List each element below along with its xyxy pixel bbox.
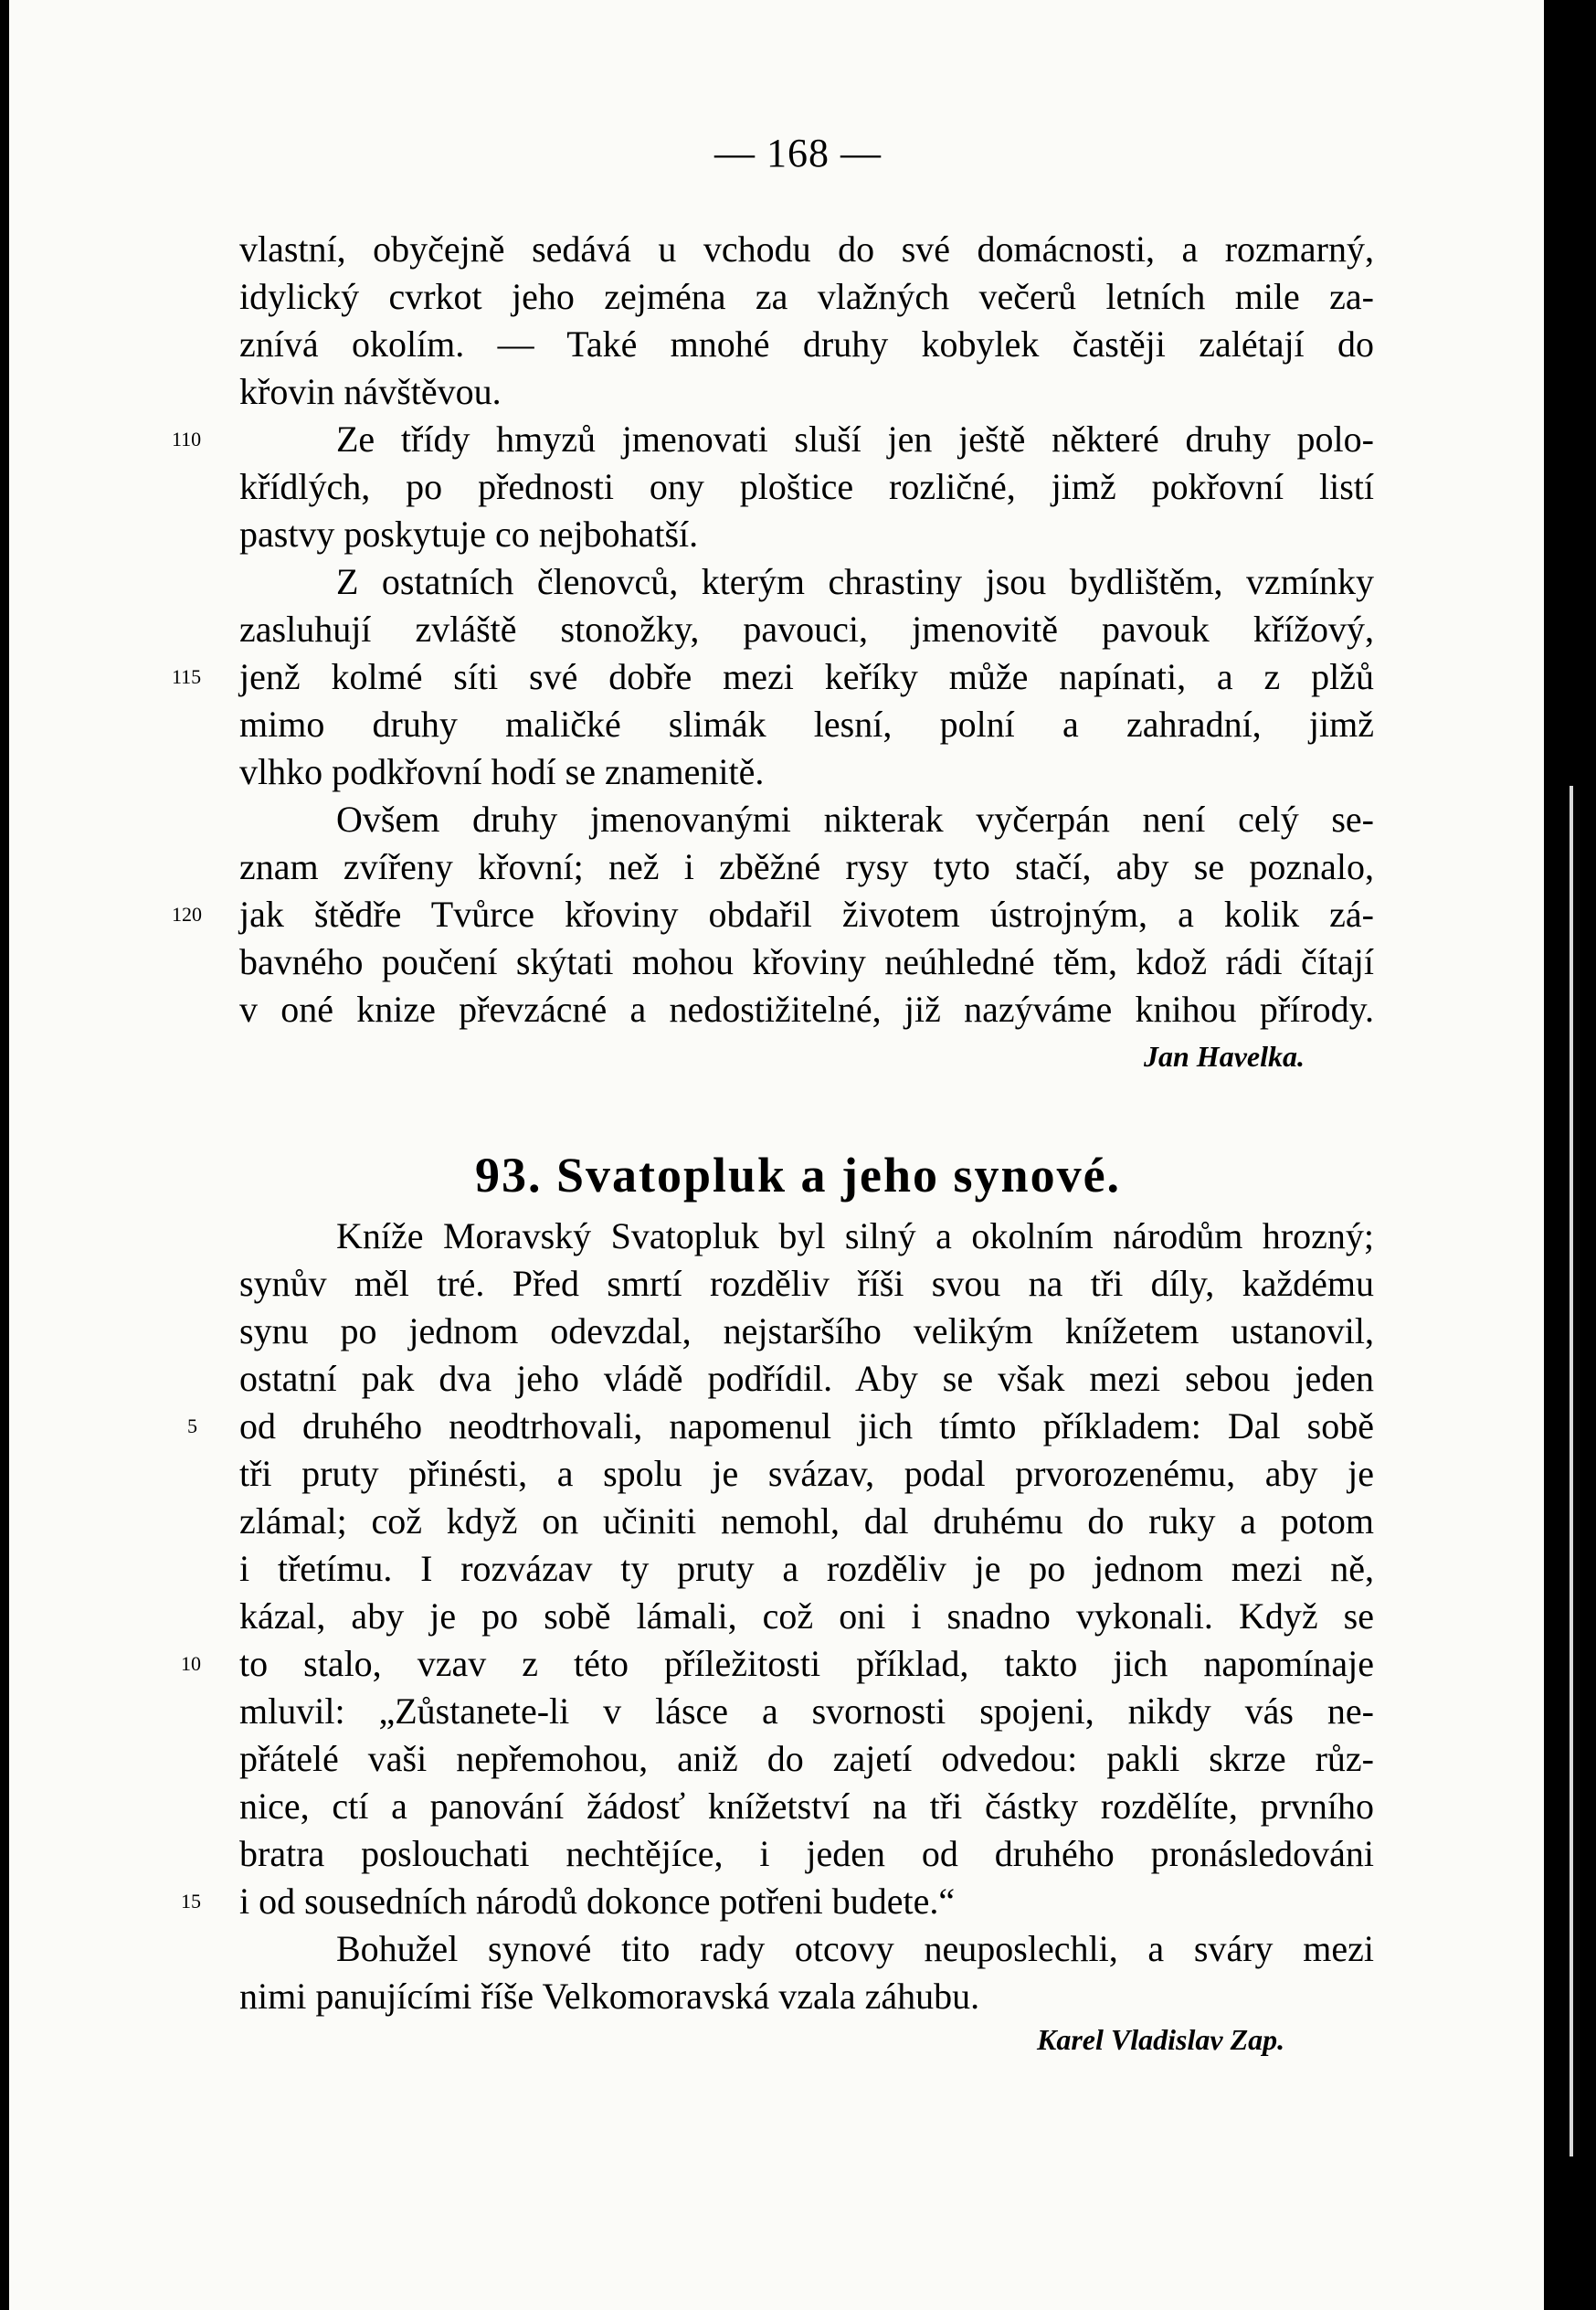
text-line: v oné knize převzácné a nedostižitelné, již nazýváme knihou přírody. [239,989,1374,1030]
text-line: nice, ctí a panování žádosť knížetství na tři částky rozdělíte, prvního [239,1785,1374,1827]
text-line: ostatní pak dva jeho vládě podřídil. Aby se však mezi sebou jeden [239,1358,1374,1399]
text-line: Bohužel synové tito rady otcovy neuposlechli, a sváry mezi [336,1928,1374,1969]
text-line: od druhého neodtrhovali, napomenul jich tímto příkladem: Dal sobě [239,1405,1374,1446]
text-line: idylický cvrkot jeho zejména za vlažných večerů letních mile za- [239,276,1374,317]
text-line: znívá okolím. — Také mnohé druhy kobylek častěji zalétají do [239,323,1374,365]
line-number: 115 [172,665,202,688]
author-signature: Karel Vladislav Zap. [1037,2023,1285,2056]
author-signature: Jan Havelka. [1144,1040,1305,1073]
text-line: znam zvířeny křovní; než i zběžné rysy tyto stačí, aby se poznalo, [239,846,1374,887]
line-number: 120 [172,903,202,926]
line-number: 15 [181,1890,201,1913]
text-line: křovin návštěvou. [239,371,502,412]
line-number: 110 [172,428,202,450]
line-number: 10 [181,1652,201,1675]
text-line: synův měl tré. Před smrtí rozděliv říši svou na tři díly, každému [239,1263,1374,1304]
page-edge [1570,786,1573,2156]
text-line: přátelé vaši nepřemohou, aniž do zajetí odvedou: pakli skrze růz- [239,1738,1374,1779]
text-line: jak štědře Tvůrce křoviny obdařil životem ústrojným, a kolik zá- [239,894,1374,935]
text-line: Ovšem druhy jmenovanými nikterak vyčerpán není celý se- [336,799,1374,840]
text-line: zasluhují zvláště stonožky, pavouci, jmenovitě pavouk křížový, [239,609,1374,650]
text-line: kázal, aby je po sobě lámali, což oni i snadno vykonali. Když se [239,1595,1374,1637]
text-line: bratra poslouchati nechtějíce, i jeden od druhého pronásledováni [239,1833,1374,1874]
section-heading: 93. Svatopluk a jeho synové. [474,1148,1122,1203]
text-line: i třetímu. I rozvázav ty pruty a rozděliv je po jednom mezi ně, [239,1548,1374,1589]
text-line: vlastní, obyčejně sedává u vchodu do své domácnosti, a rozmarný, [239,228,1374,270]
text-line: tři pruty přinésti, a spolu je svázav, podal prvorozenému, aby je [239,1453,1374,1494]
text-line: nimi panujícími říše Velkomoravská vzala záhubu. [239,1976,980,2017]
text-line: křídlých, po přednosti ony ploštice rozličné, jimž pokřovní listí [239,466,1374,507]
text-line: zlámal; což když on učiniti nemohl, dal druhému do ruky a potom [239,1500,1374,1542]
text-line: bavného poučení skýtati mohou křoviny neúhledné těm, kdož rádi čítají [239,941,1374,982]
text-line: synu po jednom odevzdal, nejstaršího velikým knížetem ustanovil, [239,1310,1374,1351]
text-line: jenž kolmé síti své dobře mezi keříky může napínati, a z plžů [239,656,1374,697]
text-line: Z ostatních členovců, kterým chrastiny jsou bydlištěm, vzmínky [336,561,1374,602]
text-line: vlhko podkřovní hodí se znamenitě. [239,751,765,792]
line-number: 5 [187,1415,197,1437]
text-line: mimo druhy maličké slimák lesní, polní a zahradní, jimž [239,704,1374,745]
text-line: Ze třídy hmyzů jmenovati sluší jen ještě některé druhy polo- [336,419,1374,460]
text-line: to stalo, vzav z této příležitosti příklad, takto jich napomínaje [239,1643,1374,1684]
page-number: — 168 — [714,131,882,175]
text-line: i od sousedních národů dokonce potřeni budete.“ [239,1881,956,1922]
text-line: Kníže Moravský Svatopluk byl silný a okolním národům hrozný; [336,1215,1374,1256]
text-line: mluvil: „Zůstanete-li v lásce a svornosti spojeni, nikdy vás ne- [239,1690,1374,1732]
text-line: pastvy poskytuje co nejbohatší. [239,514,699,555]
